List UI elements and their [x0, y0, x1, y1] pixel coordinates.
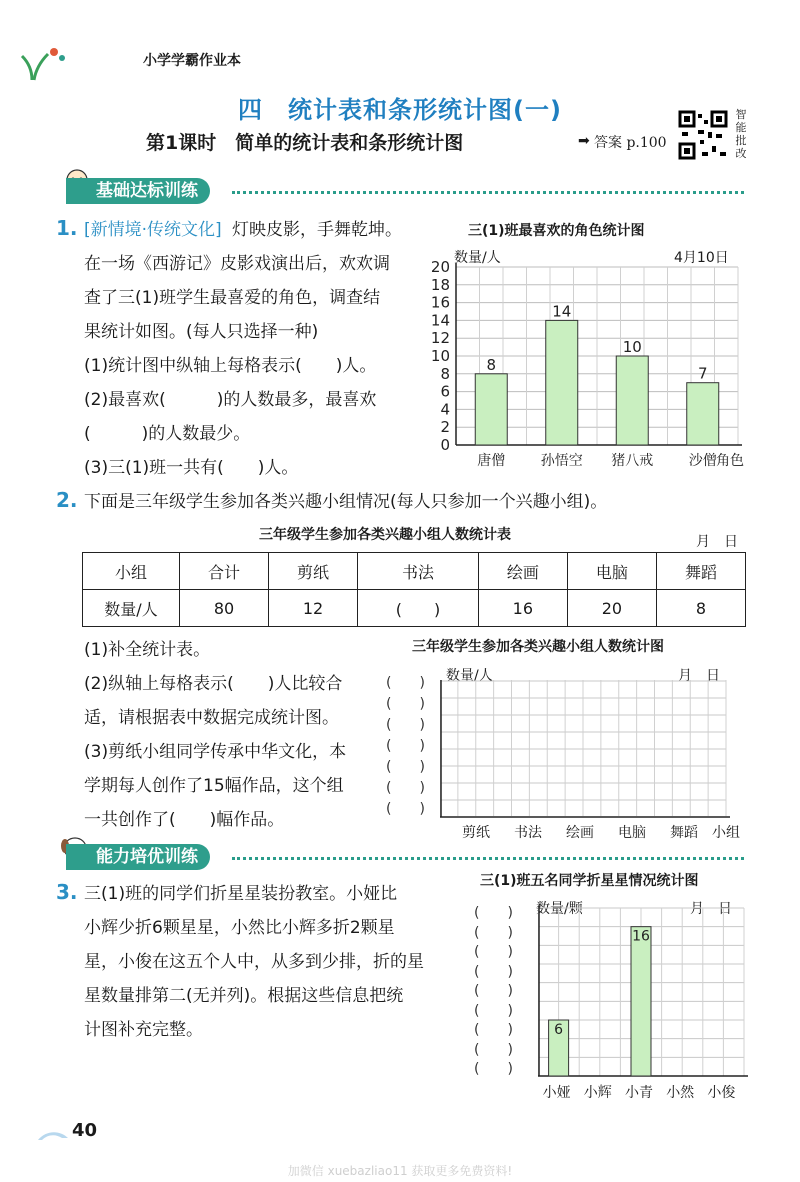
table-cell-blank[interactable]: ( ): [358, 590, 479, 627]
chart-2-category-label: 剪纸: [462, 825, 490, 841]
table-cell: 数量/人: [83, 590, 180, 627]
chart-3-category-label: 小然: [666, 1085, 695, 1101]
table-cell: 8: [656, 590, 745, 627]
question-3-line: 三(1)班的同学们折星星装扮教室。小娅比: [84, 884, 398, 904]
chart-3-category-label: 小青: [625, 1085, 653, 1101]
question-2-sub-1: (1)补全统计表。: [84, 640, 211, 660]
section-divider: [232, 191, 744, 194]
chart-2-y-blank[interactable]: ( ): [386, 717, 425, 733]
chart-1-bar: [475, 374, 507, 445]
question-1-line: 果统计如图。(每人只选择一种): [84, 322, 319, 342]
chart-3-y-blank[interactable]: ( ): [474, 963, 513, 980]
chart-1-y-tick-label: 10: [430, 347, 450, 365]
table-header-row: [83, 553, 746, 590]
question-1-sub-1: (1)统计图中纵轴上每格表示( )人。: [84, 356, 377, 376]
table-header-cell: 剪纸: [269, 553, 358, 590]
chart-1-date: 4月10日: [674, 250, 729, 266]
chart-1-y-tick-label: 20: [430, 258, 450, 276]
section-divider: [232, 857, 744, 860]
question-3-line: 星数量排第二(无并列)。根据这些信息把统: [84, 986, 404, 1006]
question-3-line: 计图补充完整。: [84, 1020, 203, 1040]
chart-3[interactable]: [538, 906, 750, 1082]
chart-2-ylabel: 数量/人: [446, 668, 493, 684]
chart-1-y-tick-label: 14: [430, 311, 450, 330]
chart-2-y-blank[interactable]: ( ): [386, 675, 425, 691]
chart-2-grid[interactable]: [440, 680, 740, 820]
question-2-sub-2: (2)纵轴上每格表示( )人比较合: [84, 674, 343, 694]
question-2-sub-3: (3)剪纸小组同学传承中华文化，本: [84, 742, 347, 762]
question-3-line: 小辉少折6颗星星，小然比小辉多折2颗星: [84, 918, 395, 938]
answer-reference: 答案 p.100: [594, 135, 667, 151]
chart-3-y-blank[interactable]: ( ): [474, 983, 513, 999]
qr-code[interactable]: [678, 110, 728, 160]
chart-1-category-label: 猪八戒: [611, 453, 654, 469]
question-1-sub-2-cont: ( )的人数最少。: [84, 424, 251, 444]
chart-2-category-label: 电脑: [618, 825, 646, 841]
section-advanced-training: 能力培优训练: [66, 844, 210, 870]
chart-1: [420, 255, 760, 475]
chart-3-ylabel: 数量/颗: [536, 901, 583, 917]
chart-2-category-label: 舞蹈: [670, 825, 698, 841]
chart-1-y-tick-label: 8: [440, 364, 450, 383]
chart-2-date: 月 日: [678, 668, 720, 684]
chart-2-categories: [440, 822, 750, 842]
table-header-cell: 绘画: [478, 553, 567, 590]
chart-2-y-blank[interactable]: ( ): [386, 801, 425, 817]
unit-title: 四 统计表和条形统计图(一): [238, 96, 562, 124]
table-cell: 12: [269, 590, 358, 627]
chart-1-y-tick-label: 4: [440, 400, 450, 419]
table-header-cell: 电脑: [567, 553, 656, 590]
table-title: 三年级学生参加各类兴趣小组人数统计表: [259, 527, 511, 543]
lesson-title: 第1课时 简单的统计表和条形统计图: [146, 132, 464, 154]
table-cell: 20: [567, 590, 656, 627]
chart-2-category-label: 书法: [514, 825, 542, 841]
table-date: 月 日: [696, 534, 738, 550]
table-header-cell: 舞蹈: [656, 553, 745, 590]
chart-3-category-label: 小辉: [583, 1085, 612, 1101]
table-header-cell: 小组: [83, 553, 180, 590]
chart-3-title: 三(1)班五名同学折星星情况统计图: [480, 873, 699, 889]
chart-1-bar: [687, 383, 719, 445]
chart-3-category-label: 小俊: [707, 1085, 736, 1101]
chart-3-bar: [631, 927, 651, 1076]
question-1-line: 查了三(1)班学生最喜爱的角色，调查结: [84, 288, 381, 308]
chart-1-y-tick-label: 12: [430, 329, 450, 348]
chart-3-y-blank[interactable]: ( ): [474, 1061, 513, 1077]
smart-grading-label: 智 能 批 改: [735, 108, 747, 160]
chart-1-data-label: 10: [622, 338, 642, 356]
question-2-sub-3-cont: 一共创作了( )幅作品。: [84, 810, 285, 830]
chart-3-y-blank[interactable]: ( ): [474, 944, 513, 960]
chart-2-y-blank[interactable]: ( ): [386, 759, 425, 775]
chart-2-title: 三年级学生参加各类兴趣小组人数统计图: [412, 639, 664, 655]
chart-1-category-label: 唐僧: [477, 453, 506, 469]
question-1-number: 1.: [56, 216, 78, 240]
question-1-sub-3: (3)三(1)班一共有( )人。: [84, 458, 299, 478]
chart-3-data-label: 16: [632, 928, 650, 945]
chart-3-categories: [538, 1080, 750, 1102]
chart-3-y-blank[interactable]: ( ): [474, 1022, 513, 1038]
chart-1-y-tick-label: 16: [430, 293, 450, 312]
chart-1-y-tick-label: 6: [440, 382, 450, 401]
chart-3-data-label: 6: [554, 1022, 564, 1038]
arrow-right-icon: ➡: [578, 133, 590, 149]
question-1-line: 灯映皮影，手舞乾坤。: [232, 220, 402, 240]
chart-2-xlabel: 小组: [712, 825, 740, 841]
chart-2-y-blank[interactable]: ( ): [386, 780, 425, 796]
chart-1-xlabel: 角色: [716, 453, 744, 469]
chart-2-y-blank[interactable]: ( ): [386, 696, 425, 712]
dolphin-icon: [36, 1128, 70, 1144]
question-2-sub-3-cont: 学期每人创作了15幅作品，这个组: [84, 776, 344, 796]
chart-3-axis-blanks[interactable]: [474, 902, 544, 1092]
chart-1-data-label: 7: [697, 364, 708, 383]
table-header-cell: 书法: [358, 553, 479, 590]
chart-1-y-tick-label: 2: [440, 418, 450, 437]
question-2-sub-2-cont: 适，请根据表中数据完成统计图。: [84, 708, 339, 728]
chart-3-y-blank[interactable]: ( ): [474, 905, 513, 921]
question-2-text: 下面是三年级学生参加各类兴趣小组情况(每人只参加一个兴趣小组)。: [84, 492, 608, 512]
table-row: [83, 590, 746, 627]
question-1-sub-2: (2)最喜欢( )的人数最多，最喜欢: [84, 390, 377, 410]
chart-1-data-label: 8: [486, 355, 497, 374]
chart-1-category-label: 沙僧: [688, 453, 717, 469]
chart-1-data-label: 14: [552, 302, 572, 321]
chart-1-category-label: 孙悟空: [540, 453, 583, 469]
chart-3-y-blank[interactable]: ( ): [474, 1002, 513, 1019]
interest-group-table: [82, 552, 746, 627]
chart-1-bar: [546, 320, 578, 445]
chart-2-y-blank[interactable]: ( ): [386, 738, 425, 754]
question-2-number: 2.: [56, 488, 78, 512]
logo-sprout-icon: [18, 42, 68, 82]
question-1-line: 在一场《西游记》皮影戏演出后，欢欢调: [84, 254, 390, 274]
chart-3-category-label: 小娅: [542, 1085, 571, 1101]
question-3-number: 3.: [56, 880, 78, 904]
chart-3-y-blank[interactable]: ( ): [474, 1041, 513, 1058]
chart-2-category-label: 绘画: [566, 825, 594, 841]
section-basic-training: 基础达标训练: [66, 178, 210, 204]
chart-3-y-blank[interactable]: ( ): [474, 924, 513, 941]
chart-1-bar: [616, 356, 648, 445]
watermark: 加微信 xuebazliao11 获取更多免费资料!: [287, 1164, 513, 1178]
book-title: 小学学霸作业本: [143, 53, 241, 69]
table-header-cell: 合计: [180, 553, 269, 590]
question-3-line: 星，小俊在这五个人中，从多到少排，折的星: [84, 952, 424, 972]
question-1-tag: [新情境·传统文化]: [84, 220, 222, 240]
table-cell: 80: [180, 590, 269, 627]
chart-1-ylabel: 数量/人: [454, 250, 501, 266]
chart-1-y-tick-label: 0: [440, 436, 450, 454]
chart-1-y-tick-label: 18: [430, 275, 450, 294]
table-cell: 16: [478, 590, 567, 627]
chart-1-title: 三(1)班最喜欢的角色统计图: [468, 223, 645, 239]
page-number: 40: [72, 1120, 98, 1141]
chart-3-date: 月 日: [690, 901, 732, 917]
chart-2-axis-blanks[interactable]: [386, 672, 442, 832]
